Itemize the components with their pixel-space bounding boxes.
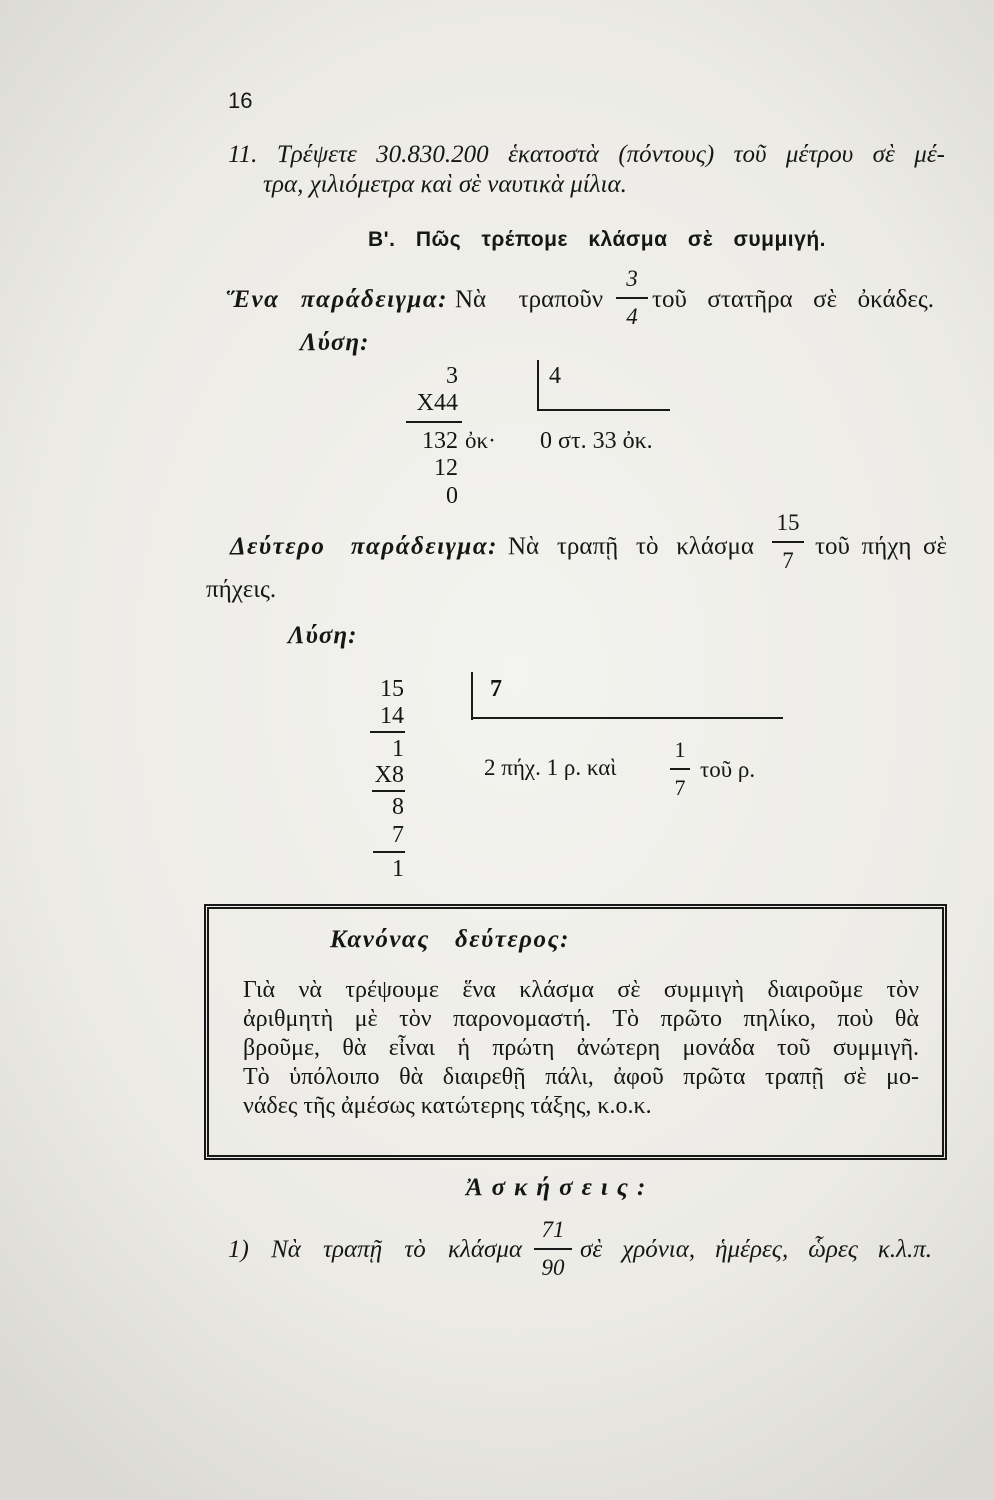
fraction-denominator: 90 — [541, 1254, 565, 1280]
division-1-vertical-bar — [537, 360, 539, 411]
rule-box-line: Γιὰ νὰ τρέψουμε ἕνα κλάσμα σὲ συμμιγὴ διαιροῦμε τὸν — [243, 977, 919, 1003]
division-2-quotient-fraction — [668, 737, 692, 801]
fraction-bar — [670, 768, 690, 770]
division-2-subtracted: 14 — [380, 703, 404, 729]
fraction-denominator: 7 — [782, 547, 794, 573]
division-1-product-unit: ὀκ· — [465, 428, 496, 453]
division-1-multiplier: X44 — [416, 390, 458, 416]
division-1-dividend: 3 — [446, 363, 458, 389]
division-1-product: 132 — [422, 428, 458, 454]
exercises-title: Ἀσκήσεις: — [466, 1174, 655, 1201]
division-2-dividend: 15 — [380, 676, 404, 702]
division-2-product: 8 — [392, 794, 404, 820]
fraction-denominator: 4 — [626, 303, 638, 329]
rule-box-line: ἀριθμητὴ μὲ τὸν παρονομαστή. Τὸ πρῶτο πηλίκο, ποὺ θὰ — [243, 1006, 919, 1032]
rule-box-line: νάδες τῆς ἀμέσως κατώτερης τάξης, κ.ο.κ. — [243, 1093, 652, 1119]
example-2-text-after: τοῦ πήχη σὲ — [815, 533, 947, 560]
example-2-text-before: Νὰ τραπῇ τὸ κλάσμα — [508, 533, 754, 560]
rule-box-line: Τὸ ὑπόλοιπο θὰ διαιρεθῇ πάλι, ἀφοῦ πρῶτα τραπῇ σὲ μο- — [243, 1064, 919, 1090]
division-2-vertical-bar — [471, 672, 473, 720]
fraction-bar — [772, 541, 804, 543]
fraction-numerator: 71 — [541, 1217, 565, 1242]
division-1-rule — [406, 421, 462, 423]
exercise-1-fraction — [532, 1217, 574, 1281]
exercise-11-line-1: 11. Τρέψετε 30.830.200 ἑκατοστὰ (πόντους) τοῦ μέτρου σὲ μέ- — [228, 141, 945, 168]
division-2-remainder-2: 1 — [392, 856, 404, 882]
exercise-1-text-after: σὲ χρόνια, ἡμέρες, ὧρες κ.λ.π. — [580, 1236, 932, 1263]
division-2-rule-1 — [370, 731, 405, 733]
example-2-fraction — [770, 510, 806, 574]
division-1-divisor: 4 — [549, 363, 561, 389]
division-2-quotient-text: 2 πήχ. 1 ρ. καὶ — [484, 755, 617, 780]
example-1-solution-label: Λύση: — [300, 329, 370, 356]
example-2-text-continuation: πήχεις. — [206, 576, 277, 603]
division-2-divisor: 7 — [490, 676, 502, 702]
fraction-numerator: 1 — [674, 737, 686, 762]
division-2-horizontal-bar — [471, 717, 783, 719]
division-1-quotient: 0 στ. 33 ὀκ. — [540, 428, 653, 454]
page-number: 16 — [228, 88, 253, 113]
fraction-numerator: 3 — [626, 266, 638, 291]
example-1-text-after: τοῦ στατῆρα σὲ ὀκάδες. — [652, 286, 934, 313]
rule-box-line: βροῦμε, θὰ εἶναι ἡ πρώτη ἀνώτερη μονάδα τοῦ συμμιγῆ. — [243, 1035, 919, 1061]
example-1-text-before: Νὰ τραποῦν — [455, 286, 603, 313]
fraction-bar — [616, 297, 648, 299]
division-1-subtracted: 12 — [434, 455, 458, 481]
division-2-subtracted-2: 7 — [392, 822, 404, 848]
exercise-11-line-2: τρα, χιλιόμετρα καὶ σὲ ναυτικὰ μίλια. — [263, 171, 627, 198]
exercise-1-text-before: 1) Νὰ τραπῇ τὸ κλάσμα — [228, 1236, 522, 1263]
fraction-numerator: 15 — [776, 510, 800, 535]
division-2-quotient-unit: τοῦ ρ. — [700, 757, 756, 782]
section-heading: Β'. Πῶς τρέπομε κλάσμα σὲ συμμιγή. — [368, 228, 826, 251]
example-1-fraction — [614, 266, 650, 330]
fraction-bar — [534, 1248, 572, 1250]
example-2-solution-label: Λύση: — [288, 622, 358, 649]
division-1-remainder: 0 — [446, 483, 458, 509]
example-2-label: Δεύτερο παράδειγμα: — [230, 533, 498, 560]
example-1-label: Ἕνα παράδειγμα: — [226, 286, 448, 313]
division-2-rule-3 — [373, 851, 405, 853]
rule-box-title: Κανόνας δεύτερος: — [330, 926, 570, 953]
division-1-horizontal-bar — [537, 409, 670, 411]
division-2-remainder: 1 — [392, 736, 404, 762]
division-2-multiplier: X8 — [374, 762, 404, 788]
fraction-denominator: 7 — [674, 774, 686, 800]
